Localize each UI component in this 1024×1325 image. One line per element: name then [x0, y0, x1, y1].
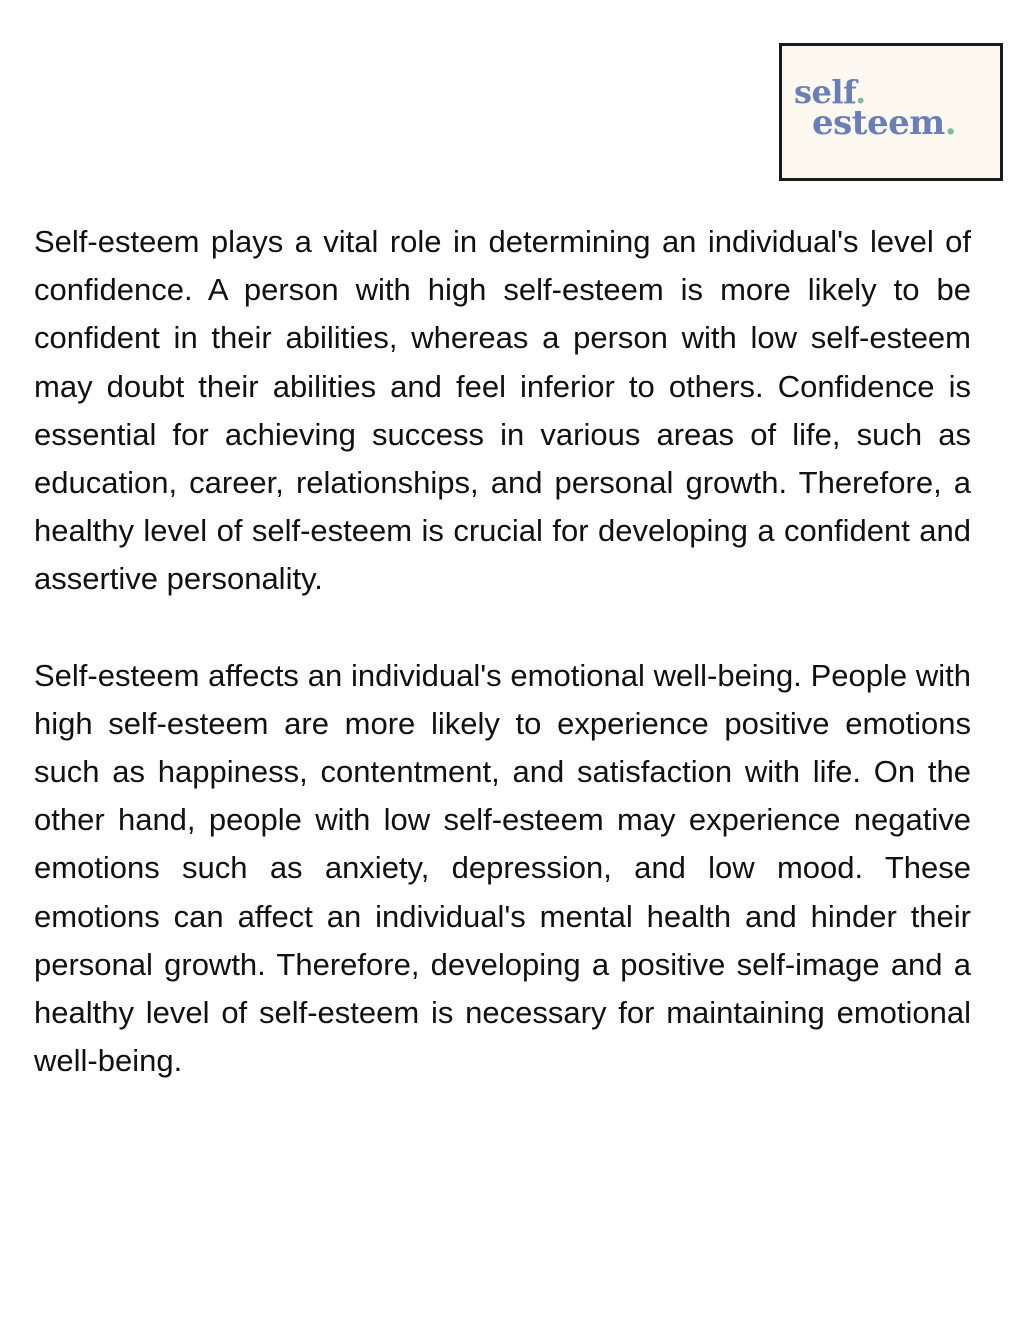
logo-text-self: self: [794, 73, 856, 111]
paragraph-confidence: Self-esteem plays a vital role in determining an individual's level of confidence. A person with high self-esteem is more likely to be confident in their abilities, whereas a person with low self-esteem may doubt their abilities and feel inferior to others. Confidence is essential for achieving success in various areas of life, such as education, career, relationships, and personal growth. Therefore, a healthy level of self-esteem is crucial for developing a confident and assertive personality.: [34, 224, 971, 597]
document-body: [34, 218, 971, 1085]
logo-line-esteem: [812, 103, 957, 143]
logo-dot-2: .: [944, 103, 957, 143]
logo-text-esteem: esteem: [812, 103, 945, 143]
logo-dot-1: .: [855, 73, 866, 111]
paragraph-emotional-wellbeing: Self-esteem affects an individual's emotional well-being. People with high self-esteem are more likely to experience positive emotions such as happiness, contentment, and satisfaction with life. On the other hand, people with low self-esteem may experience negative emotions such as anxiety, depression, and low mood. These emotions can affect an individual's mental health and hinder their personal growth. Therefore, developing a positive self-image and a healthy level of self-esteem is necessary for maintaining emotional well-being.: [34, 657, 971, 1079]
self-esteem-logo: [779, 43, 1003, 181]
